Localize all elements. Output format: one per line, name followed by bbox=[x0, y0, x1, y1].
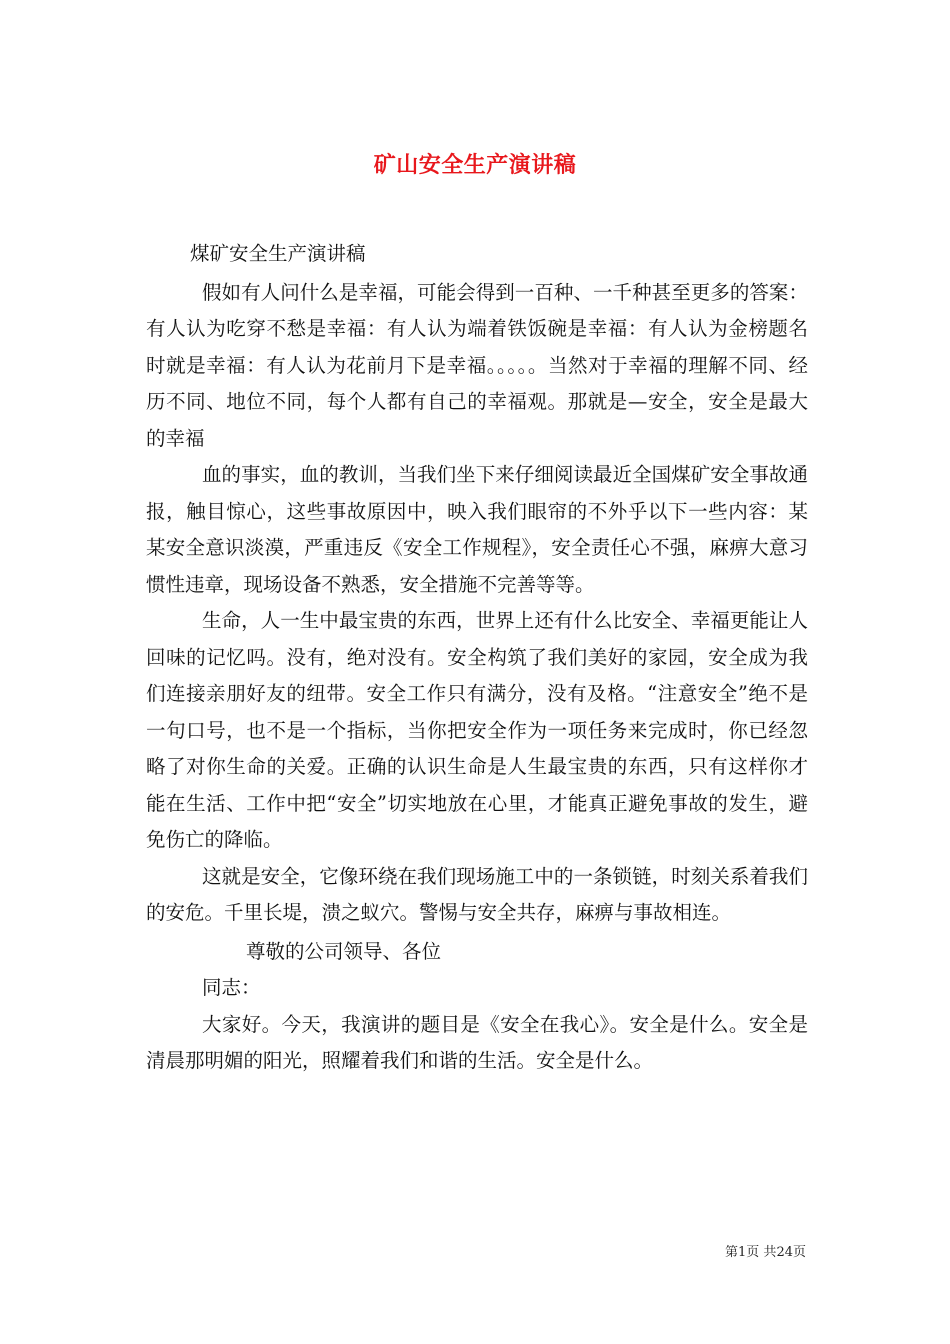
salutation-line: 同志： bbox=[202, 976, 261, 999]
paragraph: 假如有人问什么是幸福，可能会得到一百种、一千种甚至更多的答案：有人认为吃穿不愁是幸福：有人认为端着铁饭碗是幸福：有人认为金榜题名时就是幸福：有人认为花前月下是幸福。。。。。当然对于幸福的理解不同、经历不同、地位不同，每个人都有自己的幸福观。那就是—安全，安全是最大的幸福 bbox=[146, 280, 808, 450]
salutation-line: 尊敬的公司领导、各位 bbox=[246, 939, 442, 963]
document-subtitle: 煤矿安全生产演讲稿 bbox=[190, 242, 366, 265]
page-footer bbox=[725, 1243, 806, 1263]
footer-suffix: 页 bbox=[792, 1245, 806, 1260]
paragraph: 大家好。今天，我演讲的题目是《安全在我心》。安全是什么。安全是清晨那明媚的阳光，照耀着我们和谐的生活。安全是什么。 bbox=[146, 1012, 808, 1072]
footer-prefix: 第 bbox=[725, 1245, 739, 1260]
paragraph: 生命，人一生中最宝贵的东西，世界上还有什么比安全、幸福更能让人回味的记忆吗。没有，绝对没有。安全构筑了我们美好的家园，安全成为我们连接亲朋好友的纽带。安全工作只有满分，没有及格。“注意安全”绝不是一句口号，也不是一个指标，当你把安全作为一项任务来完成时，你已经忽略了对你生命的关爱。正确的认识生命是人生最宝贵的东西，只有这样你才能在生活、工作中把“安全”切实地放在心里，才能真正避免事故的发生，避免伤亡的降临。 bbox=[146, 609, 808, 851]
footer-current-page: 1 bbox=[738, 1245, 747, 1260]
paragraph: 这就是安全，它像环绕在我们现场施工中的一条锁链，时刻关系着我们的安危。千里长堤，溃之蚁穴。警惕与安全共存，麻痹与事故相连。 bbox=[146, 864, 808, 924]
footer-middle: 页 共 bbox=[746, 1245, 777, 1260]
document-title: 矿山安全生产演讲稿 bbox=[373, 151, 577, 178]
footer-total-pages: 24 bbox=[776, 1245, 793, 1260]
document-body bbox=[146, 236, 808, 1080]
paragraph: 血的事实，血的教训，当我们坐下来仔细阅读最近全国煤矿安全事故通报，触目惊心，这些事故原因中，映入我们眼帘的不外乎以下一些内容：某某安全意识淡漠，严重违反《安全工作规程》，安全责任心不强，麻痹大意习惯性违章，现场设备不熟悉，安全措施不完善等等。 bbox=[146, 463, 808, 596]
